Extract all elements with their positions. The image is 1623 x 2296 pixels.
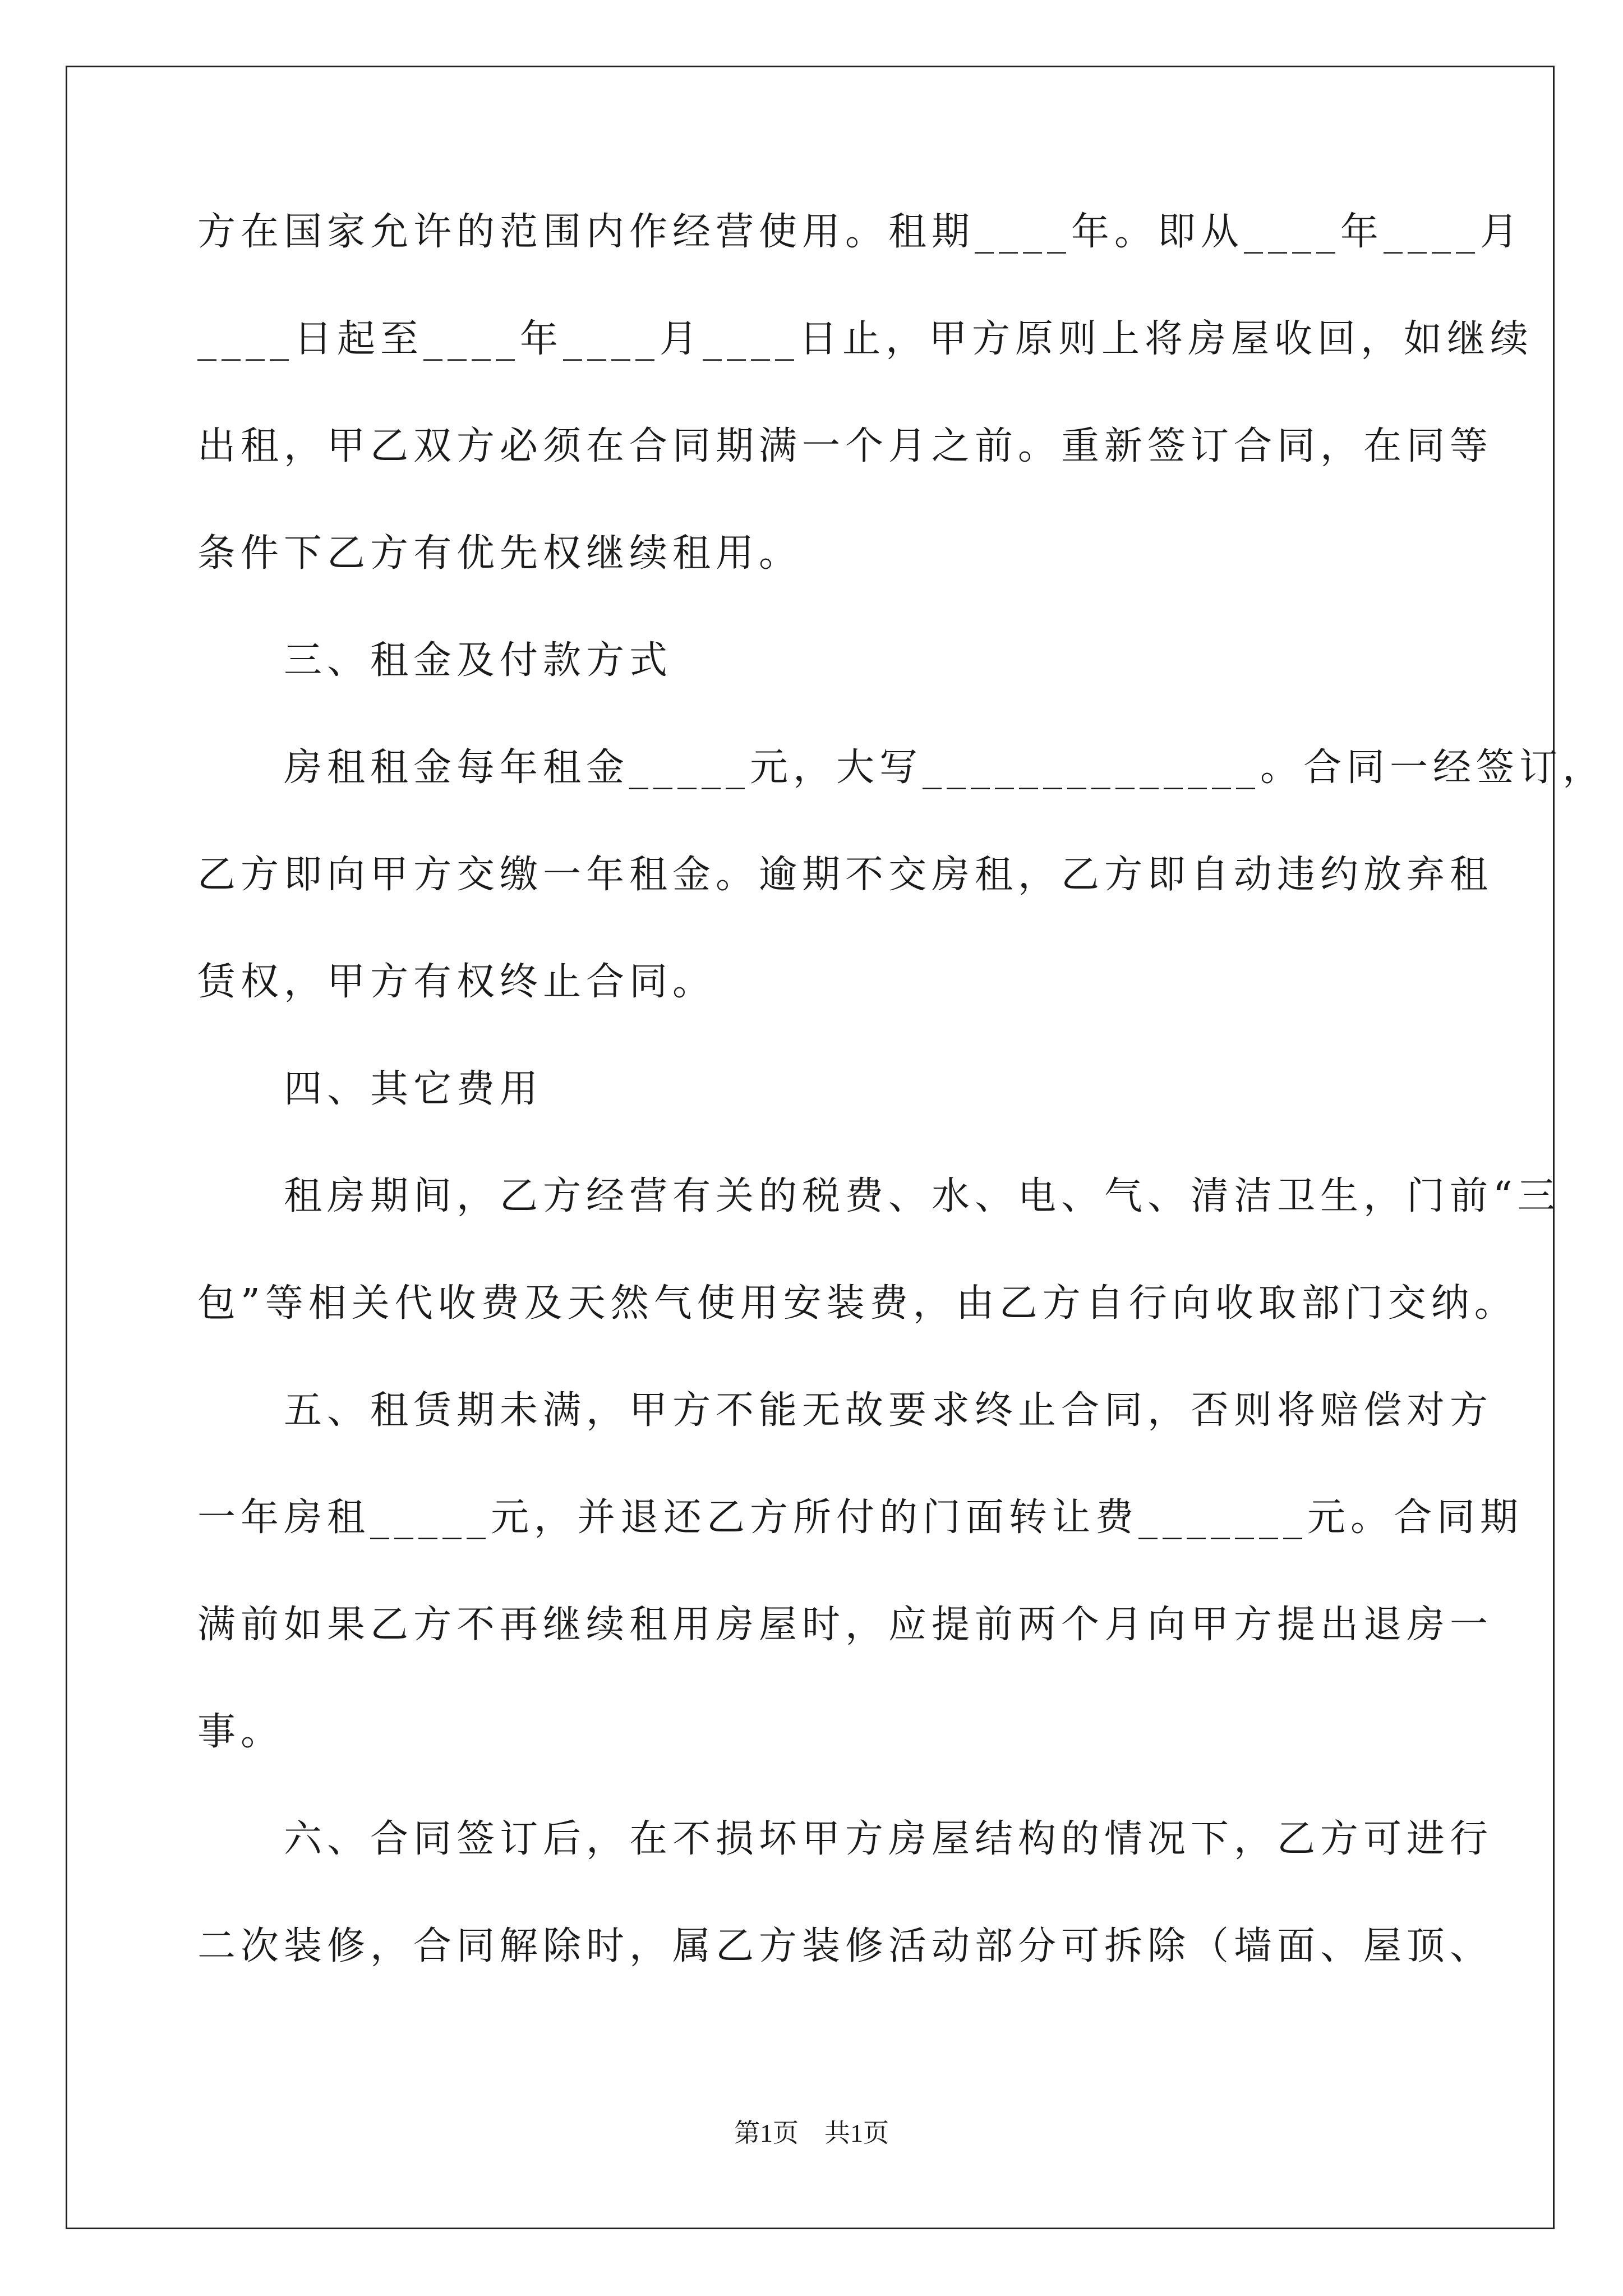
text-line: 乙方即向甲方交缴一年租金。逾期不交房租，乙方即自动违约放弃租 [197, 853, 1493, 897]
page-number: 第1页 共1页 [734, 2119, 889, 2147]
text-line: 五、租赁期未满，甲方不能无故要求终止合同，否则将赔偿对方 [197, 1388, 1493, 1433]
text-line: 赁权，甲方有权终止合同。 [197, 960, 716, 1004]
text-line: 出租，甲乙双方必须在合同期满一个月之前。重新签订合同，在同等 [197, 424, 1493, 468]
document-body [197, 210, 1606, 2035]
section-heading: 三、租金及付款方式 [197, 638, 673, 683]
text-line: 二次装修，合同解除时，属乙方装修活动部分可拆除（墙面、屋顶、 [197, 1924, 1493, 1968]
text-line: 满前如果乙方不再继续租用房屋时，应提前两个月向甲方提出退房一 [197, 1603, 1493, 1647]
text-line: 条件下乙方有优先权继续租用。 [197, 531, 803, 576]
text-line: 房租租金每年租金_____元，大写______________。合同一经签订， [197, 746, 1606, 790]
text-line: 六、合同签订后，在不损坏甲方房屋结构的情况下，乙方可进行 [197, 1817, 1493, 1861]
text-line: 事。 [197, 1710, 284, 1754]
section-heading: 四、其它费用 [197, 1067, 543, 1111]
text-line: 方在国家允许的范围内作经营使用。租期____年。即从____年____月 [197, 210, 1524, 254]
text-line: ____日起至____年____月____日止，甲方原则上将房屋收回，如继续 [197, 317, 1534, 361]
text-line: 包”等相关代收费及天然气使用安装费，由乙方自行向收取部门交纳。 [197, 1281, 1518, 1326]
text-line: 租房期间，乙方经营有关的税费、水、电、气、清洁卫生，门前“三 [197, 1174, 1561, 1218]
text-line: 一年房租_____元，并退还乙方所付的门面转让费_______元。合同期 [197, 1496, 1524, 1540]
